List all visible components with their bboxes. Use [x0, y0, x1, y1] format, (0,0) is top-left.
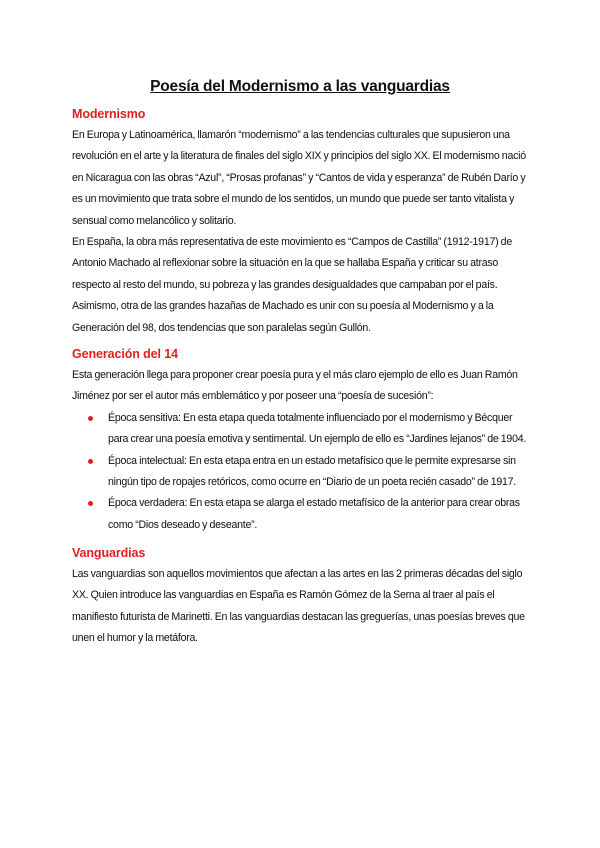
section-heading: Modernismo	[72, 107, 146, 121]
section-vanguardias	[72, 543, 532, 650]
bullet-list	[72, 408, 532, 536]
list-item	[108, 493, 532, 536]
bullet-icon	[88, 501, 93, 506]
list-item-text: Época verdadera: En esta etapa se alarga el estado metafísico de la anterior para crear obras como “Dios deseado y deseante”.	[108, 497, 520, 531]
list-item-text: Época intelectual: En esta etapa entra en un estado metafísico que le permite expresarse sin ningún tipo de ropajes retóricos, como ocurre en “Diario de un poeta recién casado” de 1917.	[108, 454, 516, 489]
paragraph: Esta generación llega para proponer crear poesía pura y el más claro ejemplo de ello es Juan Ramón Jiménez por ser el autor más emblemático y por poseer una “poesía de sucesión”:	[72, 369, 518, 403]
section-heading: Generación del 14	[72, 347, 178, 361]
page-title: Poesía del Modernismo a las vanguardias	[150, 78, 450, 95]
section-heading: Vanguardias	[72, 546, 146, 560]
paragraph: En Europa y Latinoamérica, llamarón “modernismo” a las tendencias culturales que supusieron una revolución en el arte y la literatura de finales del siglo XIX y principios del siglo XX. El modernismo nació en Nicaragua con las obras “Azul”, “Prosas profanas” y “Cantos de vida y esperanza” de Rubén Darío y es un movimiento que trata sobre el mundo de los sentidos, un mundo que puede ser tanto vitalista y sensual como melancólico y solitario.	[72, 129, 526, 227]
paragraph: En España, la obra más representativa de este movimiento es “Campos de Castilla” (1912-1917) de Antonio Machado al reflexionar sobre la situación en la que se hallaba España y criticar su atraso respecto al resto del mundo, su pobreza y las grandes desigualdades que campaban por el país. Asimismo, otra de las grandes hazañas de Machado es unir con su poesía al Modernismo y a la Generación del 98, dos tendencias que son paralelas según Gullón.	[72, 236, 512, 334]
bullet-icon	[88, 416, 93, 421]
bullet-icon	[88, 459, 93, 464]
paragraph: Las vanguardias son aquellos movimientos que afectan a las artes en las 2 primeras décadas del siglo XX. Quien introduce las vanguardias en España es Ramón Gómez de la Serna al traer al país el manifiesto futurista de Marinetti. En las vanguardias destacan las greguerías, unas poesías breves que unen el humor y la metáfora.	[72, 568, 525, 645]
section-modernismo	[72, 104, 532, 339]
list-item	[108, 451, 532, 494]
section-generacion-14	[72, 344, 532, 536]
list-item	[108, 408, 532, 451]
list-item-text: Época sensitiva: En esta etapa queda totalmente influenciado por el modernismo y Bécquer para crear una poesía emotiva y sentimental. Un ejemplo de ello es “Jardines lejanos” de 1904.	[108, 411, 527, 446]
